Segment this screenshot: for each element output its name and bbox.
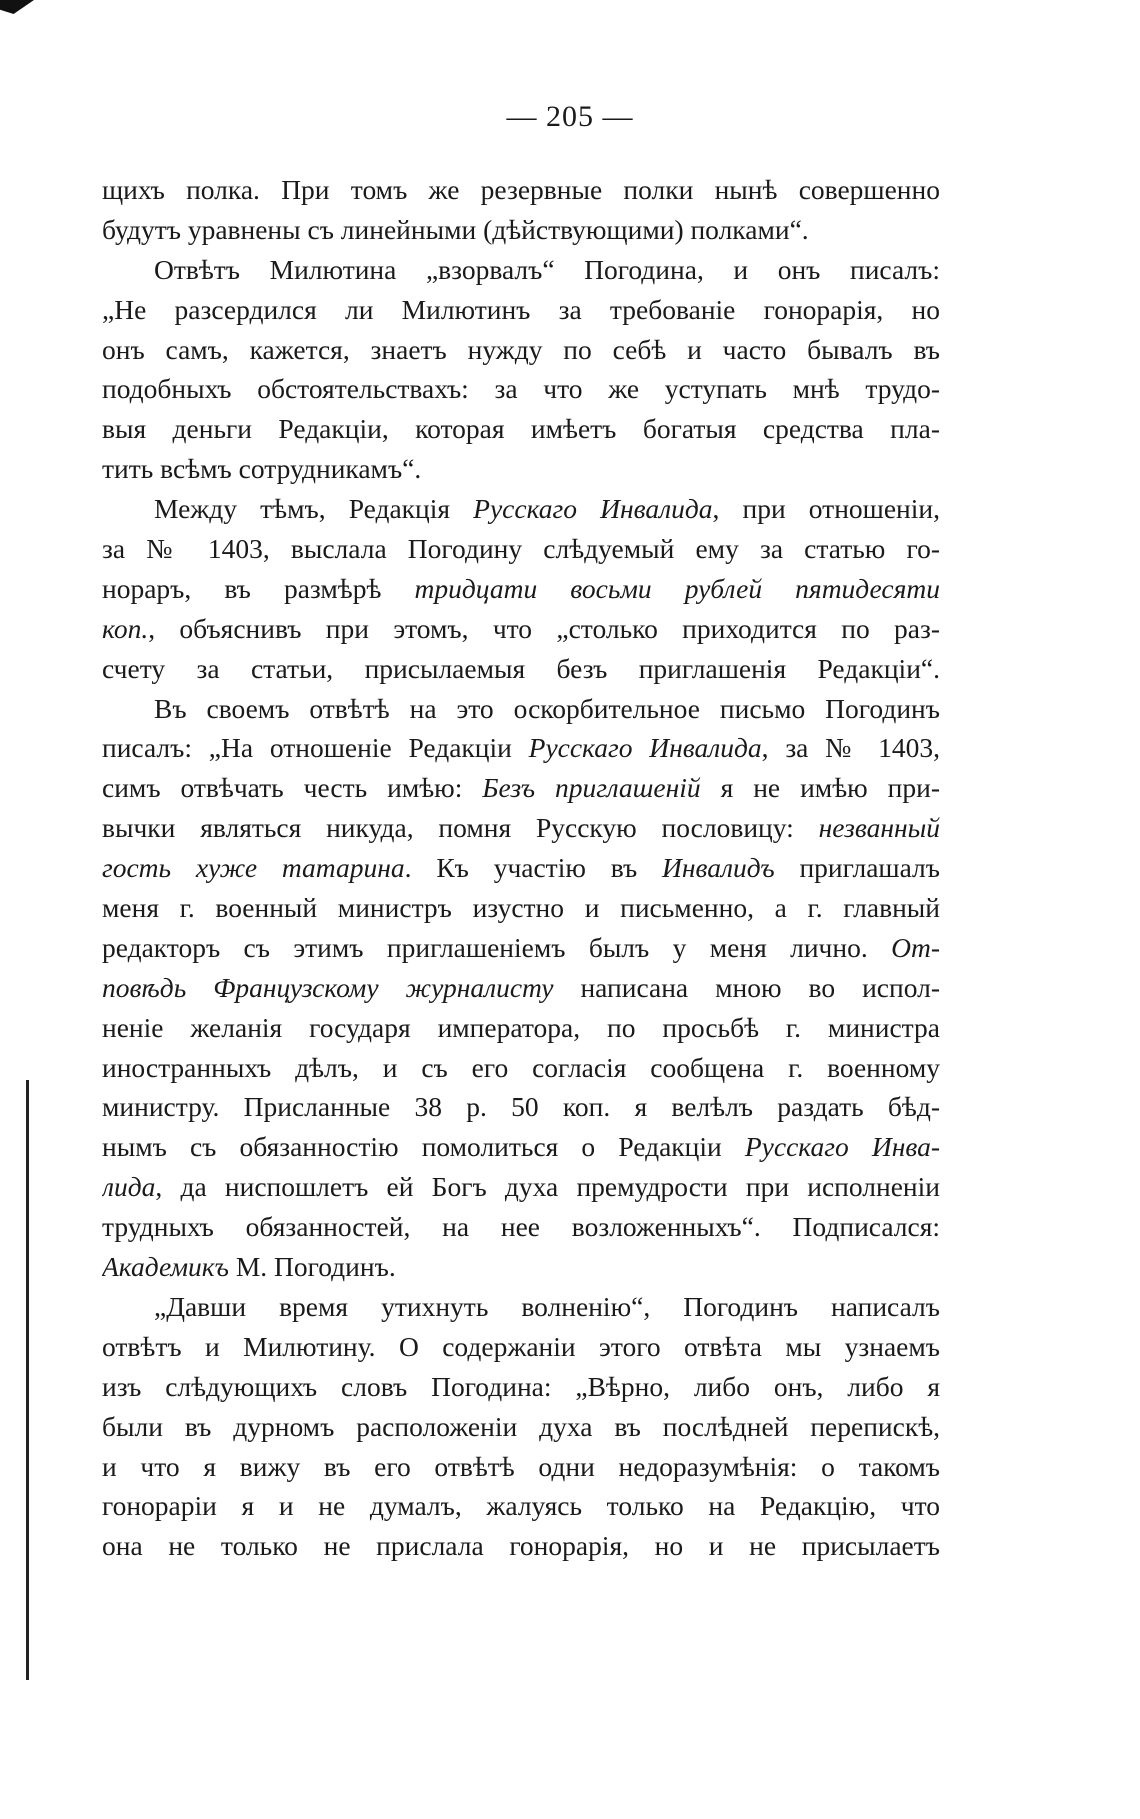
text-line [102,489,940,529]
italic-text: гость хуже татарина [102,852,405,884]
page-number: — 205 — [506,100,634,133]
text-line [102,170,940,210]
text-line [102,928,940,968]
text-line [102,1247,940,1287]
text-run: за № 1403, выслала Погодину слѣдуемый ему за статью го- [102,533,940,565]
text-run: нымъ съ обязанностію помолиться о Редакціи [102,1131,745,1163]
text-run: М. Погодинъ. [228,1251,396,1283]
body-text [102,170,940,1566]
text-run: Въ своемъ отвѣтѣ на это оскорбительное письмо Погодинъ [154,692,940,724]
italic-text: Академикъ [102,1251,229,1283]
scan-edge-line [26,1080,29,1680]
text-line [102,1367,940,1407]
text-run: редакторъ съ этимъ приглашеніемъ былъ у меня лично. [102,931,892,963]
text-line [102,1287,940,1327]
italic-text: коп. [102,612,149,644]
text-line [102,1127,940,1167]
text-run: симъ отвѣчать честь имѣю: [102,772,483,804]
text-run: приглашалъ [774,852,940,884]
text-line [102,529,940,569]
text-run: , объяснивъ при этомъ, что „столько приходится по раз- [148,612,940,644]
text-line [102,609,940,649]
text-line [102,1207,940,1247]
text-line [102,409,940,449]
text-run: иностранныхъ дѣлъ, и съ его согласія сообщена г. военному [102,1051,940,1083]
text-run: Между тѣмъ, Редакція [154,493,474,525]
italic-text: повѣдь Французскому журналисту [102,971,554,1003]
text-run: и что я вижу въ его отвѣтѣ одни недоразумѣнія: о такомъ [102,1450,940,1482]
text-line [102,250,940,290]
italic-text: Русскаго Инвалида [528,732,762,764]
text-run: будутъ уравнены съ линейными (дѣйствующими) полками“. [102,213,809,245]
text-run: Отвѣтъ Милютина „взорвалъ“ Погодина, и онъ писалъ: [154,253,940,285]
italic-text: От- [891,931,940,963]
text-line [102,1407,940,1447]
text-run: изъ слѣдующихъ словъ Погодина: „Вѣрно, либо онъ, либо я [102,1370,940,1402]
text-line [102,210,940,250]
text-line [102,569,940,609]
text-line [102,290,940,330]
text-run: трудныхъ обязанностей, на нее возложенныхъ“. Подписался: [102,1211,940,1243]
text-line [102,689,940,729]
text-line [102,848,940,888]
text-run: „Не разсердился ли Милютинъ за требованіе гонорарія, но [102,293,940,325]
text-run: выя деньги Редакціи, которая имѣетъ богатыя средства пла- [102,413,940,445]
text-line [102,728,940,768]
text-run: онъ самъ, кажется, знаетъ нужду по себѣ и часто бывалъ въ [102,333,940,365]
text-run: щихъ полка. При томъ же резервные полки нынѣ совершенно [102,174,940,205]
scan-artifact [0,0,34,14]
text-run: меня г. военный министръ изустно и письменно, а г. главный [102,892,940,924]
text-run: нораръ, въ размѣрѣ [102,572,415,604]
text-run: счету за статьи, присылаемыя безъ приглашенія Редакціи“. [102,652,940,684]
text-line [102,1167,940,1207]
text-run: гонораріи я и не думалъ, жалуясь только на Редакцію, что [102,1490,940,1522]
text-run: „Давши время утихнуть волненію“, Погодинъ написалъ [154,1290,940,1322]
text-run: , да ниспошлетъ ей Богъ духа премудрости при исполненіи [155,1171,940,1203]
text-run: министру. Присланные 38 р. 50 коп. я велѣлъ раздать бѣд- [102,1091,940,1123]
text-run: я не имѣю при- [700,772,940,804]
text-line [102,1048,940,1088]
text-line [102,330,940,370]
italic-text: незванный [818,812,940,844]
text-run: вычки являться никуда, помня Русскую пословицу: [102,812,819,844]
text-line [102,968,940,1008]
text-run: были въ дурномъ расположеніи духа въ послѣдней перепискѣ, [102,1410,940,1442]
text-line [102,1087,940,1127]
text-run: отвѣтъ и Милютину. О содержаніи этого отвѣта мы узнаемъ [102,1330,940,1362]
text-run: неніе желанія государя императора, по просьбѣ г. министра [102,1011,940,1043]
text-run: она не только не прислала гонорарія, но и не присылаетъ [102,1530,940,1562]
text-run: , при отношеніи, [712,493,940,525]
text-line [102,1327,940,1367]
text-run: подобныхъ обстоятельствахъ: за что же уступать мнѣ трудо- [102,373,940,405]
italic-text: Безъ приглашеній [482,772,701,804]
italic-text: лида [102,1171,156,1203]
text-line [102,1447,940,1487]
italic-text: Русскаго Инва- [744,1131,940,1163]
text-line [102,1008,940,1048]
text-line [102,649,940,689]
text-line [102,808,940,848]
text-line [102,1486,940,1526]
text-run: писалъ: „На отношеніе Редакціи [102,732,529,764]
italic-text: Русскаго Инвалида [473,493,713,525]
text-run: , за № 1403, [761,732,940,764]
italic-text: Инвалидъ [662,852,775,884]
text-line [102,888,940,928]
text-run: . Къ участію въ [404,852,663,884]
text-line [102,1526,940,1566]
text-line [102,449,940,489]
text-line [102,369,940,409]
text-run: написана мною во испол- [553,971,940,1003]
text-line [102,768,940,808]
text-run: тить всѣмъ сотрудникамъ“. [102,453,422,485]
italic-text: тридцати восьми рублей пятидесяти [414,572,940,604]
